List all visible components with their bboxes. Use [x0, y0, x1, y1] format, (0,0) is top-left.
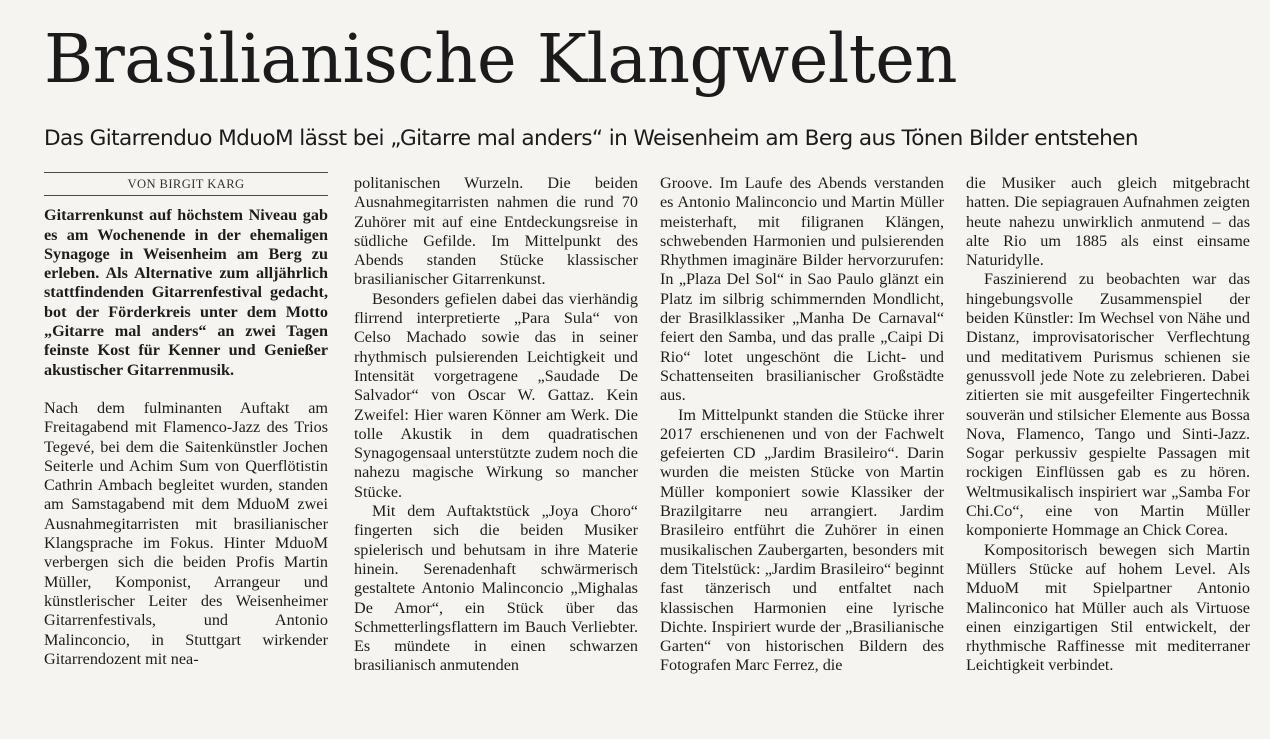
byline: VON BIRGIT KARG — [44, 172, 328, 196]
body-paragraph: Im Mittelpunkt standen die Stücke ihrer 2017 erschienenen und von der Fachwelt gefeierten CD „Jardim Brasileiro“. Darin wurden die meisten Stücke von Martin Müller komponiert sowie Klassiker der Brazilgitarre neu arrangiert. Jardim Brasileiro entführt die Zuhörer in einen musikalischen Zaubergarten, besonders mit dem Titelstück: „Jardim Brasileiro“ beginnt fast tänzerisch und entfaltet nach klassischen Harmonien eine lyrische Dichte. Inspiriert wurde der „Brasilianische Garten“ von historischen Bildern des Fotografen Marc Ferrez, die — [660, 405, 944, 675]
body-paragraph: Nach dem fulminanten Auftakt am Freitagabend mit Flamenco-Jazz des Trios Tegevé, bei dem die Saitenkünstler Jochen Seiterle und Achim Sum von Querflötistin Cathrin Ambach begleitet wurden, standen am Samstagabend mit dem MduoM zwei Ausnahmegitarristen mit brasilianischer Klangsprache im Fokus. Hinter MduoM verbergen sich die beiden Profis Martin Müller, Komponist, Arrangeur und künstlerischer Leiter des Weisenheimer Gitarrenfestivals, und Antonio Malinconcio, in Stuttgart wirkender Gitarrendozent mit nea- — [44, 398, 328, 668]
body-paragraph: Groove. Im Laufe des Abends verstanden es Antonio Malinconcio und Martin Müller meisterhaft, mit filigranen Klängen, schwebenden Harmonien und pulsierenden Rhythmen imaginäre Bilder hervorzurufen: In „Plaza Del Sol“ in Sao Paulo glänzt ein Platz im silbrig schimmernden Mondlicht, der Brasilklassiker „Manha De Carnaval“ feiert den Samba, und das pralle „Caipi Di Rio“ lotet ungeschönt die Licht- und Schattenseiten brasilianischer Großstädte aus. — [660, 174, 944, 405]
article-column-1 — [44, 170, 328, 669]
body-paragraph: politanischen Wurzeln. Die beiden Ausnahmegitarristen nahmen die rund 70 Zuhörer mit auf eine Entdeckungsreise in südliche Gefilde. Im Mittelpunkt des Abends standen Stücke klassischer brasilianischer Gitarrenkunst. — [354, 174, 638, 289]
article-column-4 — [966, 174, 1250, 676]
article-column-2 — [354, 174, 638, 676]
subheadline: Das Gitarrenduo MduoM lässt bei „Gitarre mal anders“ in Weisenheim am Berg aus Tönen Bilder entstehen — [44, 126, 1139, 151]
article-column-3 — [660, 174, 944, 676]
headline: Brasilianische Klangwelten — [44, 20, 958, 98]
lead-paragraph: Gitarrenkunst auf höchstem Niveau gab es am Wochenende in der ehemaligen Synagoge in Weisenheim am Berg zu erleben. Als Alternative zum alljährlich stattfindenden Gitarrenfestival gedacht, bot der Förderkreis unter dem Motto „Gitarre mal anders“ an zwei Tagen feinste Kost für Kenner und Genießer akustischer Gitarrenmusik. — [44, 206, 328, 379]
body-paragraph: Besonders gefielen dabei das vierhändig flirrend interpretierte „Para Sula“ von Celso Machado sowie das in seiner rhythmisch pulsierenden Leichtigkeit und Intensität vorgetragene „Saudade De Salvador“ von Oscar W. Gattaz. Kein Zweifel: Hier waren Könner am Werk. Die tolle Akustik in dem quadratischen Synagogensaal unterstützte zudem noch die nahezu magische Wirkung so mancher Stücke. — [354, 289, 638, 501]
body-paragraph: Mit dem Auftaktstück „Joya Choro“ fingerten sich die beiden Musiker spielerisch und behutsam in ihre Materie hinein. Serenadenhaft schwärmerisch gestaltete Antonio Malinconcio „Mighalas De Amor“, ein Stück über das Schmetterlingsflattern im Bauch Verliebter. Es mündete in einen schwarzen brasilianisch anmutenden — [354, 502, 638, 675]
body-paragraph: Kompositorisch bewegen sich Martin Müllers Stücke auf hohem Level. Als MduoM mit Spielpartner Antonio Malinconico hat Müller auch als Virtuose einen einzigartigen Stil entwickelt, der rhythmische Raffinesse mit mediterraner Leichtigkeit verbindet. — [966, 540, 1250, 675]
body-paragraph: Faszinierend zu beobachten war das hingebungsvolle Zusammenspiel der beiden Künstler: Im Wechsel von Nähe und Distanz, improvisatorischer Verflechtung und meditativem Purismus schienen sie genussvoll jede Note zu zelebrieren. Dabei zitierten sie mit ausgefeilter Fingertechnik souverän und stilsicher Elemente aus Bossa Nova, Flamenco, Tango und Sinti-Jazz. Sogar perkussiv gespielte Passagen mit rockigen Einflüssen gab es zu hören. Weltmusikalisch inspiriert war „Samba For Chi.Co“, eine von Martin Müller komponierte Hommage an Chick Corea. — [966, 270, 1250, 540]
body-paragraph: die Musiker auch gleich mitgebracht hatten. Die sepiagrauen Aufnahmen zeigten heute nahezu unwirklich anmutend – das alte Rio um 1885 als einst einsame Naturidylle. — [966, 174, 1250, 270]
